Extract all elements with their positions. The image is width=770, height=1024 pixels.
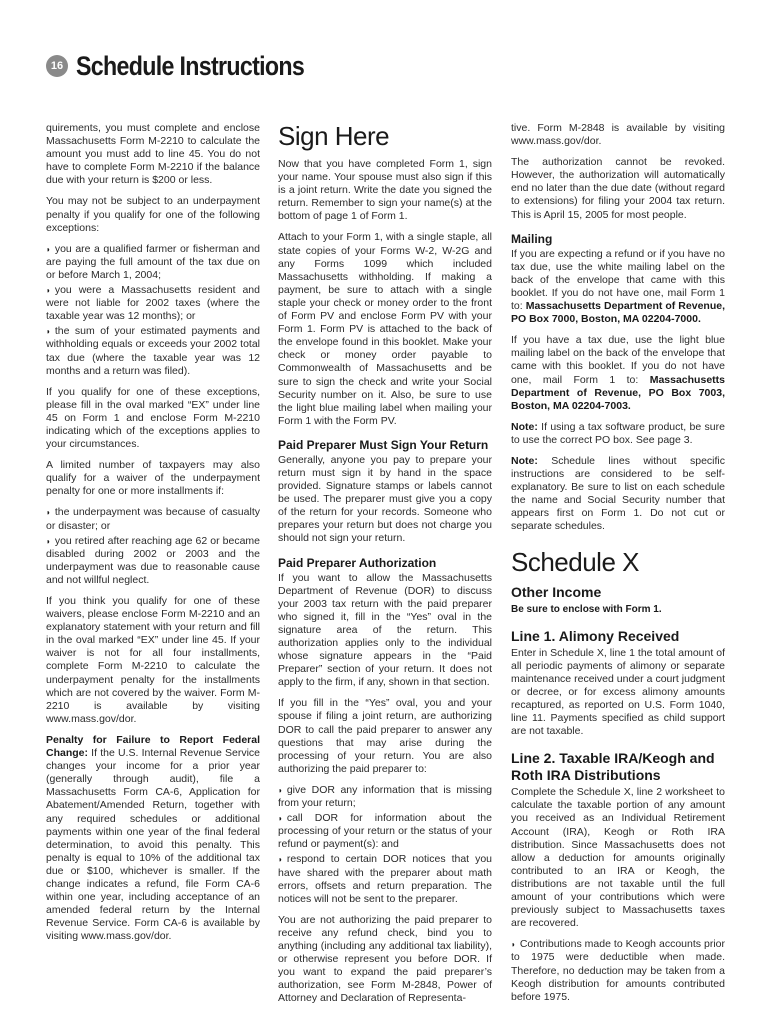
paragraph: Penalty for Failure to Report Federal Change: If the U.S. Internal Revenue Service changes your income for a prior year (generally through audit), file a Massachusetts Form CA-6, Application for Abatement/Amended Return, together with any required schedules or additional payments within one year of the final federal determination, to avoid this penalty. This penalty is equal to 10% of the additional tax due or $100, whichever is smaller. If the change indicates a refund, file Form CA-6 within one year, including acceptance of an amended federal return by the Internal Revenue Service. Form CA-6 is available by visiting www.mass.gov/dor. (46, 733, 260, 943)
bullet-item: ◗ respond to certain DOR notices that you have shared with the preparer about math errors, offsets and return preparation. The notices will not be sent to the preparer. (278, 853, 492, 905)
bullet-icon: ◗ (278, 814, 283, 824)
bullet-icon: ◗ (46, 536, 51, 546)
page-header (46, 48, 341, 84)
column-2 (278, 122, 492, 1013)
sign-here-heading: Sign Here (278, 121, 390, 151)
paragraph: quirements, you must complete and enclose Massachusetts Form M-2210 to calculate the amount you must add to line 45. You do not have to complete Form M-2210 if the balance due with your return is $200 or less. (46, 122, 260, 187)
bullet-item: ◗ the underpayment was because of casualty or disaster; or (46, 506, 260, 532)
bullet-icon: ◗ (278, 855, 283, 865)
bullet-icon: ◗ (46, 286, 51, 296)
bullet-item: ◗ you retired after reaching age 62 or became disabled during 2002 or 2003 and the underpayment was due to reasonable cause and not willful neglect. (46, 534, 260, 586)
bullet-icon: ◗ (46, 244, 51, 254)
paragraph: You are not authorizing the paid preparer to receive any refund check, bind you to anything (including any additional tax liability), or otherwise represent you before DOR. If you want to expand the paid preparer’s authorization, see Form M-2848, Power of Attorney and Declaration of Representa- (278, 913, 492, 1005)
paragraph: If you qualify for one of these exceptions, please fill in the oval marked “EX” under line 45 on Form 1 and enclose Form M-2210 indicating which of the exceptions applies to your circumstances. (46, 385, 260, 451)
page-number-badge: 16 (46, 55, 68, 77)
subheading: Paid Preparer Authorization (278, 555, 437, 570)
other-income-heading: Other Income (511, 583, 602, 600)
paragraph: If you are expecting a refund or if you have no tax due, use the white mailing label on the back of the envelope that came with this booklet. If you do not have one, mail Form 1 to: Massachusetts Department of Revenue, PO Box 7000, Boston, MA 02204-7000. (511, 247, 725, 326)
column-3 (511, 122, 725, 1012)
bullet-icon: ◗ (46, 327, 51, 337)
bullet-item: ◗ the sum of your estimated payments and withholding equals or exceeds your 2002 total tax due (where the taxable year was 12 months and a return was filed). (46, 325, 260, 377)
bullet-item: ◗ Contributions made to Keogh accounts prior to 1975 were deductible when made. Therefore, no deduction may be taken from a Keogh distribution for amounts contributed before 1975. (511, 938, 725, 1003)
paragraph: If you think you qualify for one of these waivers, please enclose Form M-2210 and an explanatory statement with your return and fill in the oval marked “EX” under line 45. If your waiver is not for all four installments, complete Form M-2210 to calculate the underpayment penalty for the installments which are not covered by the waiver. Form M-2210 is available by visiting www.mass.gov/dor. (46, 595, 260, 725)
paragraph: Now that you have completed Form 1, sign your name. Your spouse must also sign if this is a joint return. Write the date you signed the return. Remember to sign your name(s) at the bottom of page 1 of Form 1. (278, 158, 492, 223)
paragraph: If you fill in the “Yes” oval, you and your spouse if filing a joint return, are authorizing DOR to call the paid preparer to answer any questions that may arise during the processing of your return. You are also authorizing the paid preparer to: (278, 697, 492, 775)
line-1-heading: Line 1. Alimony Received (511, 627, 680, 644)
bullet-icon: ◗ (278, 785, 283, 795)
note: Note: Schedule lines without specific instructions are considered to be self-explanatory. Be sure to list on each schedule the name and Social Security number that appears first on Form 1. Do not cut or separate schedules. (511, 454, 725, 533)
bullet-item: ◗ call DOR for information about the processing of your return or the status of your refund or payment(s): and (278, 812, 492, 851)
line-2-heading: Line 2. Taxable IRA/Keogh and Roth IRA Distributions (511, 750, 715, 784)
paragraph: Enter in Schedule X, line 1 the total amount of all periodic payments of alimony or separate maintenance received under a court judgment or decree, or for excess alimony amounts recaptured, as reported on U.S. Form 1040, line 11. Payments specified as child support are not taxable. (511, 646, 725, 738)
paragraph: Complete the Schedule X, line 2 worksheet to calculate the taxable portion of any amount you received as an Individual Retirement Account (IRA), Keogh or Roth IRA distribution. Since Massachusetts does not allow a deduction for amounts originally contributed to an IRA or Keogh, the distributions are not taxable until the full amount of your contributions which were previously subject to Massachusetts taxes are recovered. (511, 786, 725, 930)
enclose-note: Be sure to enclose with Form 1. (511, 603, 662, 615)
bullet-item: ◗ you were a Massachusetts resident and were not liable for 2002 taxes (where the taxable year was 12 months); or (46, 284, 260, 323)
subheading: Paid Preparer Must Sign Your Return (278, 437, 489, 452)
paragraph: The authorization cannot be revoked. However, the authorization will automatically end no later than the due date (without regard to extensions) for filing your 2004 tax return. This is April 15, 2005 for most people. (511, 156, 725, 221)
paragraph: Attach to your Form 1, with a single staple, all state copies of your Forms W-2, W-2G and any Forms 1099 which included Massachusetts withholding. If making a payment, be sure to attach with a single staple your check or money order to the front of Form PV and enclose Form PV with your Form 1. Form PV is attached to the back of the envelope found in this booklet. Make your check or money order payable to Commonwealth of Massachusetts and be sure to sign the check and write your Social Security number on it. Also, be sure to use the light blue mailing label when mailing your Form 1 with the Form PV. (278, 231, 492, 427)
column-1 (46, 122, 260, 951)
paragraph: A limited number of taxpayers may also qualify for a waiver of the underpayment penalty for one or more installments if: (46, 459, 260, 498)
paragraph: If you want to allow the Massachusetts Department of Revenue (DOR) to discuss your 2003 tax return with the paid preparer who signed it, fill in the “Yes” oval in the signature area of the return. This authorization applies only to the individual whose signature appears in the “Paid Preparer” section of your return. It does not apply to the firm, if any, shown in that section. (278, 571, 492, 689)
subheading: Mailing (511, 231, 553, 246)
paragraph: Generally, anyone you pay to prepare your return must sign it by hand in the space provided. Signature stamps or labels cannot be used. The preparer must give you a copy of the return for your records. Someone who prepares your return but does not charge you should not sign your return. (278, 453, 492, 545)
note: Note: If using a tax software product, be sure to use the correct PO box. See page 3. (511, 420, 725, 446)
bullet-item: ◗ give DOR any information that is missing from your return; (278, 783, 492, 810)
paragraph: tive. Form M-2848 is available by visiting www.mass.gov/dor. (511, 122, 725, 148)
bullet-item: ◗ you are a qualified farmer or fisherman and are paying the full amount of the tax due on or before March 1, 2004; (46, 242, 260, 281)
paragraph: You may not be subject to an underpayment penalty if you qualify for one of the following exceptions: (46, 195, 260, 234)
penalty-heading: Penalty for Failure to Report Federal Change: (46, 733, 260, 760)
bullet-icon: ◗ (511, 940, 516, 950)
paragraph: If you have a tax due, use the light blue mailing label on the back of the envelope that came with this booklet. If you do not have one, mail Form 1 to: Massachusetts Department of Revenue, PO Box 7003, Boston, MA 02204-7003. (511, 334, 725, 412)
schedule-x-heading: Schedule X (511, 546, 639, 577)
page-title: Schedule Instructions (76, 50, 305, 81)
bullet-icon: ◗ (46, 508, 51, 518)
